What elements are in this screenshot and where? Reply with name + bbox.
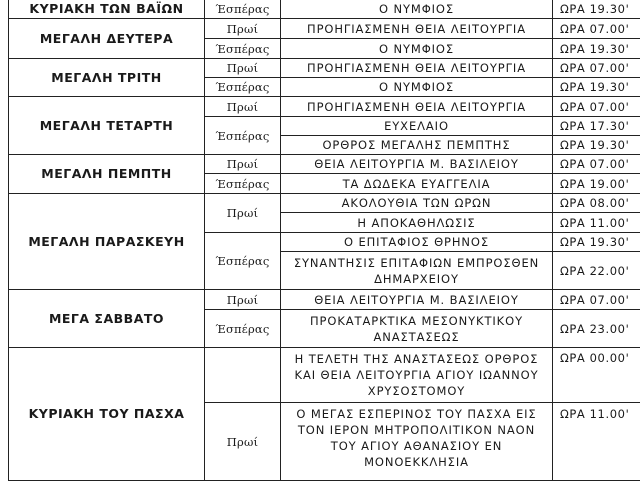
day-name: ΜΕΓΑΛΗ ΔΕΥΤΕΡΑ [9, 19, 205, 59]
service-name: Ο ΝΥΜΦΙΟΣ [281, 78, 553, 97]
table-row [9, 97, 640, 117]
service-name: ΑΚΟΛΟΥΘΙΑ ΤΩΝ ΩΡΩΝ [281, 194, 553, 213]
period-label: Έσπέρας [205, 174, 281, 194]
service-name: ΕΥΧΕΛΑΙΟ [281, 117, 553, 136]
service-time: ΩΡΑ 19.30' [553, 136, 640, 155]
service-time: ΩΡΑ 07.00' [553, 19, 640, 39]
service-name: ΤΑ ΔΩΔΕΚΑ ΕΥΑΓΓΕΛΙΑ [281, 174, 553, 194]
day-name: ΜΕΓΑ ΣΑΒΒΑΤΟ [9, 290, 205, 348]
table-row [9, 290, 640, 310]
service-name: ΠΡΟΗΓΙΑΣΜΕΝΗ ΘΕΙΑ ΛΕΙΤΟΥΡΓΙΑ [281, 19, 553, 39]
day-name: ΜΕΓΑΛΗ ΠΕΜΠΤΗ [9, 155, 205, 194]
table-row [9, 155, 640, 174]
service-name: ΠΡΟΚΑΤΑΡΚΤΙΚΑ ΜΕΣΟΝΥΚΤΙΚΟΥ ΑΝΑΣΤΑΣΕΩΣ [281, 310, 553, 348]
service-time: ΩΡΑ 08.00' [553, 194, 640, 213]
service-time: ΩΡΑ 11.00' [553, 403, 640, 481]
day-name: ΚΥΡΙΑΚΗ ΤΩΝ ΒΑΪΩΝ [9, 0, 205, 19]
table-row [9, 19, 640, 39]
holy-week-schedule-table [8, 0, 640, 481]
service-time: ΩΡΑ 23.00' [553, 310, 640, 348]
service-name: Ο ΝΥΜΦΙΟΣ [281, 39, 553, 59]
service-time: ΩΡΑ 00.00' [553, 348, 640, 403]
period-label: Έσπέρας [205, 0, 281, 19]
service-name: ΠΡΟΗΓΙΑΣΜΕΝΗ ΘΕΙΑ ΛΕΙΤΟΥΡΓΙΑ [281, 97, 553, 117]
service-name: Η ΑΠΟΚΑΘΗΛΩΣΙΣ [281, 213, 553, 233]
period-label: Πρωί [205, 194, 281, 233]
service-time: ΩΡΑ 19.30' [553, 233, 640, 252]
service-time: ΩΡΑ 19.30' [553, 0, 640, 19]
period-label: Έσπέρας [205, 233, 281, 290]
period-label: Έσπέρας [205, 117, 281, 155]
service-name: Η ΤΕΛΕΤΗ ΤΗΣ ΑΝΑΣΤΑΣΕΩΣ ΟΡΘΡΟΣ ΚΑΙ ΘΕΙΑ ΛΕΙΤΟΥΡΓΙΑ ΑΓΙΟΥ ΙΩΑΝΝΟΥ ΧΡΥΣΟΣΤΟΜΟΥ [281, 348, 553, 403]
period-label: Πρωί [205, 97, 281, 117]
service-name: Ο ΕΠΙΤΑΦΙΟΣ ΘΡΗΝΟΣ [281, 233, 553, 252]
day-name: ΜΕΓΑΛΗ ΤΡΙΤΗ [9, 59, 205, 97]
table-row [9, 194, 640, 213]
service-name: ΘΕΙΑ ΛΕΙΤΟΥΡΓΙΑ Μ. ΒΑΣΙΛΕΙΟΥ [281, 155, 553, 174]
service-name: ΘΕΙΑ ΛΕΙΤΟΥΡΓΙΑ Μ. ΒΑΣΙΛΕΙΟΥ [281, 290, 553, 310]
period-label: Έσπέρας [205, 78, 281, 97]
service-time: ΩΡΑ 19.00' [553, 174, 640, 194]
service-time: ΩΡΑ 19.30' [553, 39, 640, 59]
table-row [9, 0, 640, 19]
service-name: ΣΥΝΑΝΤΗΣΙΣ ΕΠΙΤΑΦΙΩΝ ΕΜΠΡΟΣΘΕΝ ΔΗΜΑΡΧΕΙΟΥ [281, 252, 553, 290]
service-time: ΩΡΑ 22.00' [553, 252, 640, 290]
table-row [9, 348, 640, 403]
service-time: ΩΡΑ 07.00' [553, 59, 640, 78]
service-time: ΩΡΑ 17.30' [553, 117, 640, 136]
service-name: Ο ΜΕΓΑΣ ΕΣΠΕΡΙΝΟΣ ΤΟΥ ΠΑΣΧΑ ΕΙΣ ΤΟΝ ΙΕΡΟΝ ΜΗΤΡΟΠΟΛΙΤΙΚΟΝ ΝΑΟΝ ΤΟΥ ΑΓΙΟΥ ΑΘΑΝΑΣΙΟΥ ΕΝ ΜΟΝΟΕΚΚΛΗΣΙΑ [281, 403, 553, 481]
service-time: ΩΡΑ 19.30' [553, 78, 640, 97]
day-name: ΜΕΓΑΛΗ ΠΑΡΑΣΚΕΥΗ [9, 194, 205, 290]
period-label: Έσπέρας [205, 310, 281, 348]
service-time: ΩΡΑ 07.00' [553, 97, 640, 117]
table-row [9, 59, 640, 78]
period-label: Πρωί [205, 59, 281, 78]
service-name: Ο ΝΥΜΦΙΟΣ [281, 0, 553, 19]
period-label: Πρωί [205, 19, 281, 39]
period-label: Έσπέρας [205, 39, 281, 59]
period-label: Πρωί [205, 403, 281, 481]
service-name: ΠΡΟΗΓΙΑΣΜΕΝΗ ΘΕΙΑ ΛΕΙΤΟΥΡΓΙΑ [281, 59, 553, 78]
service-name: ΟΡΘΡΟΣ ΜΕΓΑΛΗΣ ΠΕΜΠΤΗΣ [281, 136, 553, 155]
period-label [205, 348, 281, 403]
service-time: ΩΡΑ 11.00' [553, 213, 640, 233]
period-label: Πρωί [205, 155, 281, 174]
period-label: Πρωί [205, 290, 281, 310]
service-time: ΩΡΑ 07.00' [553, 155, 640, 174]
day-name: ΚΥΡΙΑΚΗ ΤΟΥ ΠΑΣΧΑ [9, 348, 205, 481]
day-name: ΜΕΓΑΛΗ ΤΕΤΑΡΤΗ [9, 97, 205, 155]
service-time: ΩΡΑ 07.00' [553, 290, 640, 310]
